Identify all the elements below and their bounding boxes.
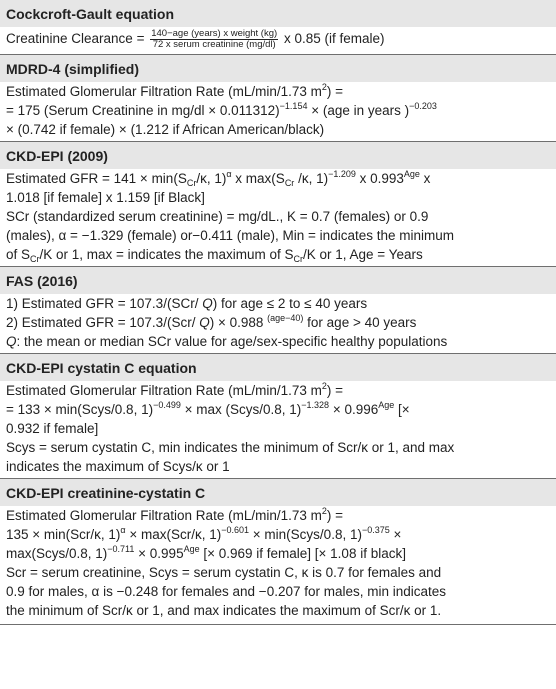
- superscript: −1.328: [301, 400, 330, 410]
- formula-text: Estimated GFR = 141 × min(S: [6, 171, 187, 186]
- description-line: Scys = serum cystatin C, min indicates the minimum of Scr/κ or 1, and max: [6, 440, 455, 455]
- subscript: Cr: [293, 254, 303, 264]
- formula-text: [×: [394, 402, 410, 417]
- description-line: Scr = serum creatinine, Scys = serum cystatin C, κ is 0.7 for females and: [6, 565, 442, 580]
- formula-text: × 0.995: [134, 546, 184, 561]
- formula-line: [6, 525, 550, 544]
- formula-text: ) =: [326, 383, 344, 398]
- formula-line: × (0.742 if female) × (1.212 if African American/black): [6, 122, 325, 137]
- fraction-numerator: 140−age (years) x weight (kg): [151, 27, 278, 39]
- formula-text: max(Scys/0.8, 1): [6, 546, 108, 561]
- formula-text: of S: [6, 247, 31, 262]
- formula-text: ×: [389, 527, 402, 542]
- formula-variable: Q: [199, 315, 210, 330]
- formula-text: × max (Scys/0.8, 1): [180, 402, 302, 417]
- superscript: Age: [183, 544, 200, 554]
- formula-line: [6, 82, 550, 101]
- formula-text: 135 × min(Scr/κ, 1): [6, 527, 121, 542]
- formula-line: 1.018 [if female] x 1.159 [if Black]: [6, 190, 205, 205]
- formula-text: : the mean or median SCr value for age/sex-specific healthy populations: [16, 334, 448, 349]
- formula-text: x 0.993: [355, 171, 404, 186]
- formula-line: [6, 313, 550, 332]
- description-line: 0.9 for males, α is −0.248 for females and −0.207 for males, min indicates: [6, 584, 447, 599]
- superscript: (age−40): [267, 313, 304, 323]
- formula-text: x max(S: [231, 171, 285, 186]
- formula-line: [6, 294, 550, 313]
- superscript: −0.203: [409, 101, 437, 111]
- formula-line: [6, 101, 550, 120]
- superscript: −0.601: [221, 525, 250, 535]
- formula-text: x 0.85 (if female): [283, 31, 385, 46]
- formula-text: ) =: [326, 508, 344, 523]
- formula-text: 2) Estimated GFR = 107.3/(Scr/: [6, 315, 200, 330]
- superscript: 2: [321, 506, 327, 516]
- formula-variable: Q: [202, 296, 213, 311]
- formula-line: [6, 27, 550, 51]
- formula-text: × (age in years ): [307, 103, 410, 118]
- superscript: −1.209: [328, 169, 356, 179]
- description-line: the minimum of Scr/κ or 1, and max indicates the maximum of Scr/κ or 1.: [6, 603, 442, 618]
- formula-line: [6, 544, 550, 563]
- superscript: Age: [378, 400, 395, 410]
- formula-line: [6, 400, 550, 419]
- formula-text: = 175 (Serum Creatinine in mg/dl × 0.011312): [6, 103, 280, 118]
- formula-line: [6, 169, 550, 188]
- formula-text: × 0.996: [329, 402, 379, 417]
- description-line: (males), α = −1.329 (female) or−0.411 (male), Min = indicates the minimum: [6, 228, 454, 243]
- section-header: CKD-EPI (2009): [0, 142, 556, 169]
- superscript: 2: [321, 82, 327, 92]
- superscript: 2: [321, 381, 327, 391]
- section-fas-2016: [0, 267, 556, 354]
- formula-line: 0.932 if female]: [6, 421, 99, 436]
- fraction-denominator: 72 x serum creatinine (mg/dl): [152, 38, 276, 50]
- description-line: indicates the maximum of Scys/κ or 1: [6, 459, 230, 474]
- subscript: Cr: [186, 178, 197, 188]
- formula-text: × min(Scys/0.8, 1): [249, 527, 362, 542]
- section-ckd-epi-2009: [0, 142, 556, 267]
- formula-text: for age > 40 years: [303, 315, 417, 330]
- superscript: α: [120, 525, 126, 535]
- subscript: Cr: [30, 254, 40, 264]
- formula-text: Estimated Glomerular Filtration Rate (mL/min/1.73 m: [6, 508, 322, 523]
- superscript: −0.499: [153, 400, 181, 410]
- formula-text: x: [419, 171, 431, 186]
- formula-line: [6, 381, 550, 400]
- formula-text: = 133 × min(Scys/0.8, 1): [6, 402, 154, 417]
- section-mdrd4: [0, 55, 556, 142]
- section-ckd-epi-creatinine-cystatin-c: [0, 479, 556, 625]
- section-header: MDRD-4 (simplified): [0, 55, 556, 82]
- formula-text: ) =: [326, 84, 344, 99]
- formula-text: Estimated Glomerular Filtration Rate (mL/min/1.73 m: [6, 383, 322, 398]
- formula-text: /K or 1, max = indicates the maximum of S: [39, 247, 294, 262]
- section-cockcroft-gault: [0, 0, 556, 55]
- superscript: α: [226, 169, 232, 179]
- subscript: Cr: [284, 178, 295, 188]
- section-header: FAS (2016): [0, 267, 556, 294]
- formula-text: × max(Scr/κ, 1): [125, 527, 222, 542]
- formula-text: ) for age ≤ 2 to ≤ 40 years: [212, 296, 368, 311]
- description-line: SCr (standardized serum creatinine) = mg/dL., K = 0.7 (females) or 0.9: [6, 209, 429, 224]
- formula-text: ) × 0.988: [209, 315, 268, 330]
- formula-line: [6, 506, 550, 525]
- formula-text: [× 0.969 if female] [× 1.08 if black]: [199, 546, 406, 561]
- formula-text: /κ, 1): [294, 171, 329, 186]
- description-line: [6, 245, 550, 264]
- fraction: [150, 29, 278, 50]
- superscript: −1.154: [279, 101, 308, 111]
- section-header: CKD-EPI cystatin C equation: [0, 354, 556, 381]
- formula-text: Estimated Glomerular Filtration Rate (mL/min/1.73 m: [6, 84, 322, 99]
- formula-variable: Q: [6, 334, 17, 349]
- formula-text: Creatinine Clearance =: [6, 31, 145, 46]
- section-header: Cockcroft-Gault equation: [0, 0, 556, 27]
- superscript: −0.711: [107, 544, 135, 554]
- section-header: CKD-EPI creatinine-cystatin C: [0, 479, 556, 506]
- superscript: −0.375: [361, 525, 390, 535]
- description-line: [6, 332, 550, 351]
- formula-text: 1) Estimated GFR = 107.3/(SCr/: [6, 296, 203, 311]
- section-ckd-epi-cystatin-c: [0, 354, 556, 479]
- superscript: Age: [403, 169, 420, 179]
- formula-text: /K or 1, Age = Years: [303, 247, 423, 262]
- formula-text: /κ, 1): [196, 171, 227, 186]
